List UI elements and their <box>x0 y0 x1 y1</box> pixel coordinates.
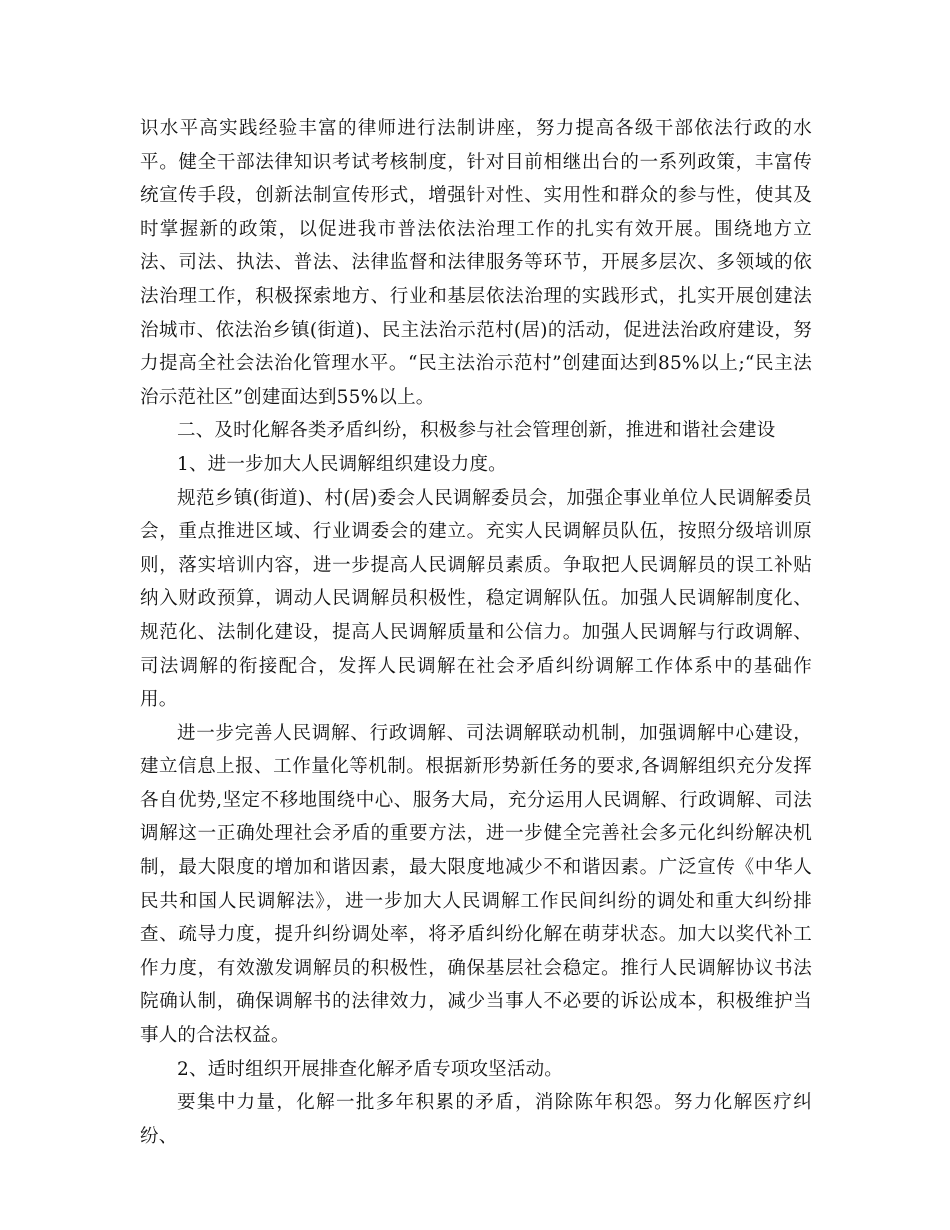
paragraph-legal-education: 识水平高实践经验丰富的律师进行法制讲座，努力提高各级干部依法行政的水平。健全干部法律知识考试考核制度，针对目前相继出台的一系列政策，丰富传统宣传手段，创新法制宣传形式，增强针对性、实用性和群众的参与性，使其及时掌握新的政策，以促进我市普法依法治理工作的扎实有效开展。围绕地方立法、司法、执法、普法、法律监督和法律服务等环节，开展多层次、多领域的依法治理工作，积极探索地方、行业和基层依法治理的实践形式，扎实开展创建法治城市、依法治乡镇(街道)、民主法治示范村(居)的活动，促进法治政府建设，努力提高全社会法治化管理水平。“民主法治示范村”创建面达到85%以上;“民主法治示范社区”创建面达到55%以上。 <box>140 118 812 408</box>
subheading-special-campaign: 2、适时组织开展排查化解矛盾专项攻坚活动。 <box>177 1058 563 1080</box>
subheading-mediation-organization: 1、进一步加大人民调解组织建设力度。 <box>177 453 507 475</box>
paragraph-mediation-committees: 规范乡镇(街道)、村(居)委会人民调解委员会，加强企事业单位人民调解委员会，重点推进区域、行业调委会的建立。充实人民调解员队伍，按照分级培训原则，落实培训内容，进一步提高人民调解员素质。争取把人民调解员的误工补贴纳入财政预算，调动人民调解员积极性，稳定调解队伍。加强人民调解制度化、规范化、法制化建设，提高人民调解质量和公信力。加强人民调解与行政调解、司法调解的衔接配合，发挥人民调解在社会矛盾纠纷调解工作体系中的基础作用。 <box>140 487 812 711</box>
document-body <box>140 112 812 1153</box>
paragraph-mediation-linkage: 进一步完善人民调解、行政调解、司法调解联动机制，加强调解中心建设，建立信息上报、工作量化等机制。根据新形势新任务的要求,各调解组织充分发挥各自优势,坚定不移地围绕中心、服务大局，充分运用人民调解、行政调解、司法调解这一正确处理社会矛盾的重要方法，进一步健全完善社会多元化纠纷解决机制，最大限度的增加和谐因素，最大限度地减少不和谐因素。广泛宣传《中华人民共和国人民调解法》，进一步加大人民调解工作民间纠纷的调处和重大纠纷排查、疏导力度，提升纠纷调处率，将矛盾纠纷化解在萌芽状态。加大以奖代补工作力度，有效激发调解员的积极性，确保基层社会稳定。推行人民调解协议书法院确认制，确保调解书的法律效力，减少当事人不必要的诉讼成本，积极维护当事人的合法权益。 <box>140 722 812 1047</box>
paragraph-resolve-conflicts: 要集中力量，化解一批多年积累的矛盾，消除陈年积怨。努力化解医疗纠纷、 <box>140 1092 812 1147</box>
section-heading-dispute-resolution: 二、及时化解各类矛盾纠纷，积极参与社会管理创新，推进和谐社会建设 <box>177 420 776 442</box>
